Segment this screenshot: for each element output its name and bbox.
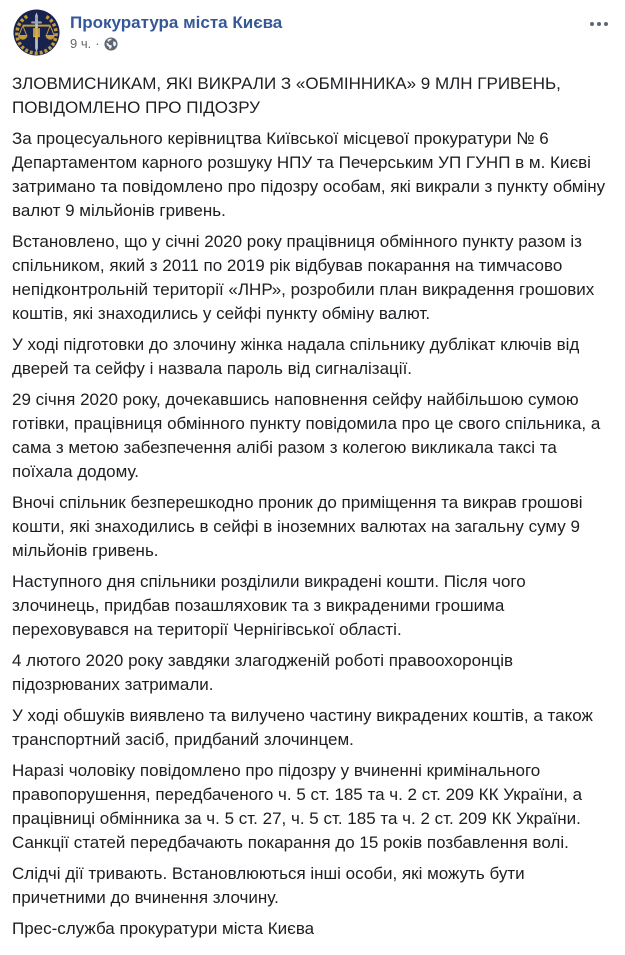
page-name-link[interactable]: Прокуратура міста Києва [70, 13, 283, 32]
prosecutor-emblem-icon [13, 43, 60, 56]
post-paragraph: Слідчі дії тривають. Встановлюються інші особи, які можуть бути причетними до вчинення злочину. [12, 864, 530, 907]
post-paragraph: 4 лютого 2020 року завдяки злагодженій роботі правоохоронців підозрюваних затримали. [12, 651, 518, 694]
three-dots-menu-icon [590, 22, 594, 26]
post-options-button[interactable] [586, 18, 612, 30]
post-headline: ЗЛОВМИСНИКАМ, ЯКІ ВИКРАЛИ З «ОБМІННИКА» 9 МЛН ГРИВЕНЬ, ПОВІДОМЛЕНО ПРО ПІДОЗРУ [12, 74, 566, 117]
post-paragraph: У ході підготовки до злочину жінка надала спільнику дублікат ключів від дверей та сейфу і назвала пароль від сигналізації. [12, 335, 585, 378]
post-signature: Прес-служба прокуратури міста Києва [12, 919, 315, 938]
post-timestamp[interactable]: 9 ч. [70, 36, 92, 51]
post-meta [70, 36, 282, 52]
post-paragraph: За процесуального керівництва Київської місцевої прокуратури № 6 Департаментом карного розшуку НПУ та Печерським УП ГУНП в м. Києві затримано та повідомлено про підозру особам, які викрали з пункту обміну валют 9 мільйонів гривень. [12, 129, 610, 220]
post-header [0, 0, 625, 56]
post-paragraph: Наразі чоловіку повідомлено про підозру у вчиненні кримінального правопорушення, передбаченого ч. 5 ст. 185 та ч. 2 ст. 209 КК України, а працівниці обмінника за ч. 5 ст. 27, ч. 5 ст. 185 та ч. 2 ст. 209 КК України. Санкції статей передбачають покарання до 15 років позбавлення волі. [12, 761, 587, 852]
post-body [0, 56, 625, 941]
post-paragraph: Вночі спільник безперешкодно проник до приміщення та викрав грошові кошти, які знаходились в сейфі в іноземних валютах на загальну суму 9 мільйонів гривень. [12, 493, 588, 560]
public-globe-icon [104, 37, 118, 51]
post-paragraph: У ході обшуків виявлено та вилучено частину викрадених коштів, а також транспортний засіб, придбаний злочинцем. [12, 706, 598, 749]
page-avatar[interactable] [13, 9, 60, 56]
meta-separator: · [95, 36, 100, 51]
post-paragraph: Наступного дня спільники розділили викрадені кошти. Після чого злочинець, придбав позашляховик та з викраденими грошима переховувався на території Чернігівської області. [12, 572, 531, 639]
post-header-text [70, 9, 282, 52]
post-paragraph: Встановлено, що у січні 2020 року працівниця обмінного пункту разом із спільником, який з 2011 по 2019 рік відбував покарання на тимчасово непідконтрольній території «ЛНР», розробили план викрадення грошових коштів, які знаходились у сейфі пункту обміну валют. [12, 232, 600, 323]
post-paragraph: 29 січня 2020 року, дочекавшись наповнення сейфу найбільшою сумою готівки, працівниця обмінного пункту повідомила про це свого спільника, а сама з метою забезпечення алібі разом з колегою викликала таксі та поїхала додому. [12, 390, 606, 481]
